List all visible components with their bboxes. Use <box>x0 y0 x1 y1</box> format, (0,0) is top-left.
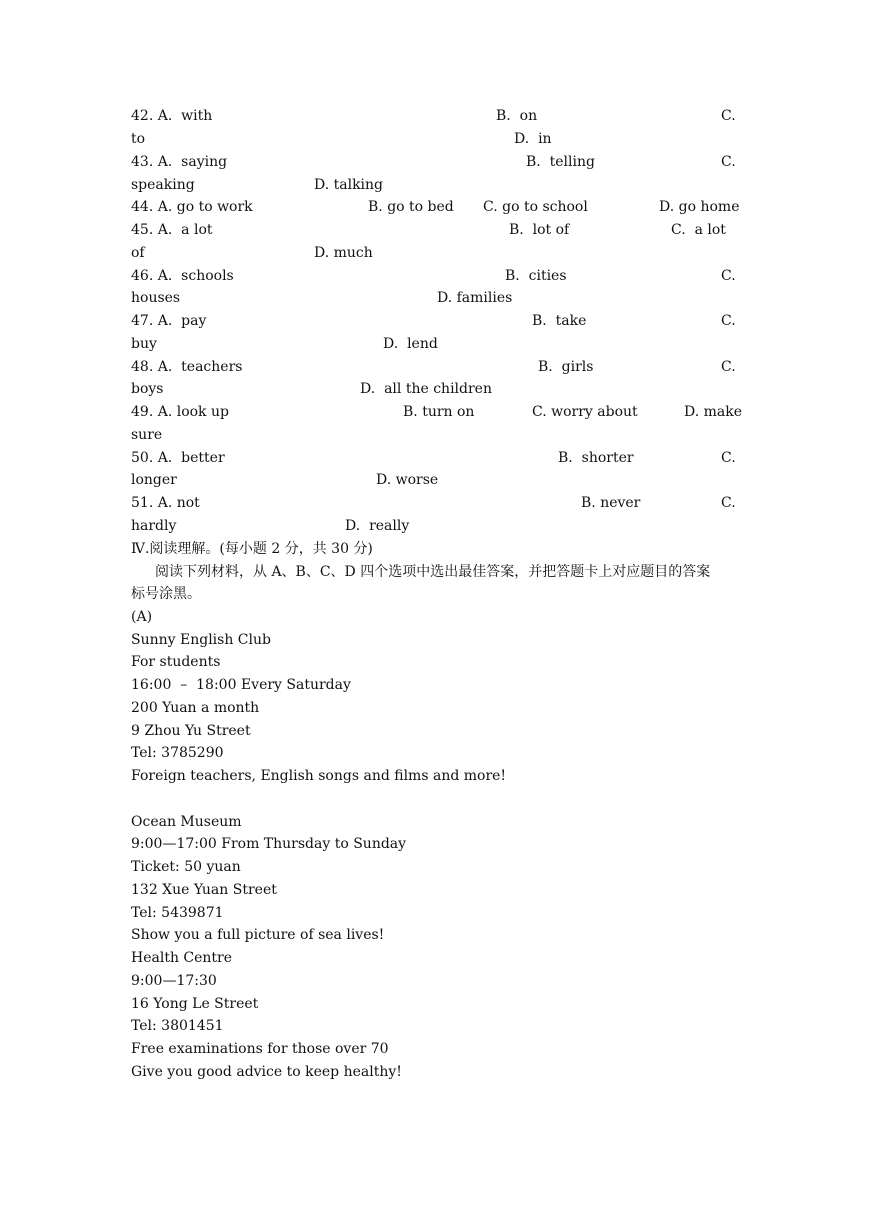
question-48-option-c-text: boys <box>131 381 164 397</box>
question-50-option-d: D. worse <box>376 472 439 488</box>
ad-health-line: 9:00—17:30 <box>131 973 217 989</box>
ad-health-line: Give you good advice to keep healthy! <box>131 1064 402 1080</box>
ad-museum-line: 132 Xue Yuan Street <box>131 882 277 898</box>
question-47-option-b: B. take <box>532 313 587 329</box>
ad-club-line: Tel: 3785290 <box>131 745 224 761</box>
question-49-option-d-text: sure <box>131 427 163 443</box>
question-47-option-a: 47. A. pay <box>131 313 207 329</box>
ad-club-line: Foreign teachers, English songs and films and more! <box>131 768 507 784</box>
question-49-option-b: B. turn on <box>403 404 475 420</box>
question-47-option-d: D. lend <box>383 336 438 352</box>
question-43-option-a: 43. A. saying <box>131 154 228 170</box>
passage-label: (A) <box>131 609 153 625</box>
question-48-option-d: D. all the children <box>360 381 492 397</box>
question-50-option-c: C. <box>721 450 736 466</box>
ad-club-title: Sunny English Club <box>131 632 271 648</box>
ad-museum-line: 9:00—17:00 From Thursday to Sunday <box>131 836 407 852</box>
question-45-option-a: 45. A. a lot <box>131 222 213 238</box>
ad-club-line: 200 Yuan a month <box>131 700 260 716</box>
section-instruction-cont: 标号涂黑。 <box>131 586 201 602</box>
section-heading: Ⅳ.阅读理解。(每小题 2 分，共 30 分) <box>131 541 373 557</box>
question-46-option-b: B. cities <box>505 268 567 284</box>
question-45-option-b: B. lot of <box>509 222 570 238</box>
question-43-option-c: C. <box>721 154 736 170</box>
question-47-option-c: C. <box>721 313 736 329</box>
question-46-option-a: 46. A. schools <box>131 268 234 284</box>
ad-museum-line: Ticket: 50 yuan <box>131 859 241 875</box>
question-49-option-d: D. make <box>684 404 743 420</box>
question-48-option-a: 48. A. teachers <box>131 359 243 375</box>
question-48-option-c: C. <box>721 359 736 375</box>
question-49-option-a: 49. A. look up <box>131 404 229 420</box>
ad-club-line: For students <box>131 654 221 670</box>
question-43-option-d: D. talking <box>314 177 384 193</box>
question-44-option-d: D. go home <box>659 199 740 215</box>
question-50-option-a: 50. A. better <box>131 450 225 466</box>
ad-club-line: 9 Zhou Yu Street <box>131 723 251 739</box>
ad-museum-title: Ocean Museum <box>131 814 242 830</box>
ad-health-line: Tel: 3801451 <box>131 1018 224 1034</box>
question-45-option-c: C. a lot <box>671 222 726 238</box>
question-42-option-d: D. in <box>514 131 552 147</box>
question-49-option-c: C. worry about <box>532 404 638 420</box>
question-42-option-b: B. on <box>496 108 538 124</box>
ad-health-line: 16 Yong Le Street <box>131 996 259 1012</box>
question-47-option-c-text: buy <box>131 336 157 352</box>
question-48-option-b: B. girls <box>538 359 594 375</box>
question-45-option-c-text: of <box>131 245 145 261</box>
question-44-option-c: C. go to school <box>483 199 588 215</box>
question-51-option-d: D. really <box>345 518 410 534</box>
question-51-option-b: B. never <box>581 495 641 511</box>
section-instruction: 阅读下列材料，从 A、B、C、D 四个选项中选出最佳答案，并把答题卡上对应题目的答案 <box>155 564 711 580</box>
question-51-option-c: C. <box>721 495 736 511</box>
ad-club-line: 16:00 – 18:00 Every Saturday <box>131 677 351 693</box>
question-45-option-d: D. much <box>314 245 373 261</box>
ad-health-line: Free examinations for those over 70 <box>131 1041 389 1057</box>
question-42-option-c: C. <box>721 108 736 124</box>
question-42-option-a: 42. A. with <box>131 108 213 124</box>
question-46-option-c-text: houses <box>131 290 181 306</box>
question-50-option-b: B. shorter <box>558 450 634 466</box>
ad-museum-line: Show you a full picture of sea lives! <box>131 927 385 943</box>
question-43-option-c-text: speaking <box>131 177 195 193</box>
question-43-option-b: B. telling <box>526 154 595 170</box>
question-50-option-c-text: longer <box>131 472 177 488</box>
ad-museum-line: Tel: 5439871 <box>131 905 224 921</box>
ad-health-title: Health Centre <box>131 950 233 966</box>
question-46-option-c: C. <box>721 268 736 284</box>
question-44-option-a: 44. A. go to work <box>131 199 253 215</box>
question-44-option-b: B. go to bed <box>368 199 454 215</box>
question-42-option-c-text: to <box>131 131 146 147</box>
question-46-option-d: D. families <box>437 290 513 306</box>
question-51-option-a: 51. A. not <box>131 495 200 511</box>
question-51-option-c-text: hardly <box>131 518 177 534</box>
